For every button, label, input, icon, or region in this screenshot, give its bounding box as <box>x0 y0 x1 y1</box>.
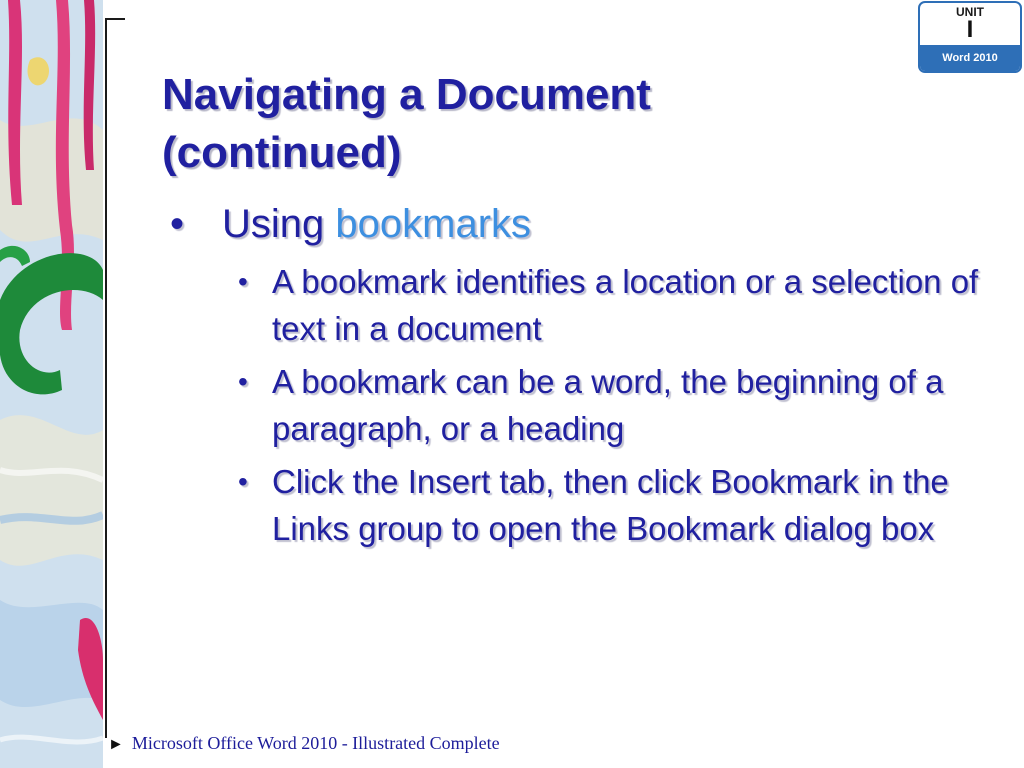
bullet-marker: • <box>238 366 248 397</box>
main-bullet <box>160 196 980 252</box>
sub-bullet <box>160 458 980 552</box>
unit-number: I <box>966 16 974 43</box>
sub-bullet-text: A bookmark can be a word, the beginning of a paragraph, or a heading <box>272 363 944 447</box>
sub-bullet <box>160 258 980 352</box>
slide-body <box>160 196 980 552</box>
product-label: Word 2010 <box>920 45 1020 71</box>
slide-title <box>162 66 862 182</box>
vertical-rule <box>105 18 107 738</box>
slide-footer <box>108 733 500 754</box>
corner-tick <box>105 18 125 20</box>
main-bullet-prefix: Using <box>222 202 336 246</box>
bullet-marker: • <box>238 466 248 497</box>
decorative-artwork <box>0 0 103 768</box>
title-line-1: Navigating a Document <box>162 70 651 119</box>
sub-bullet-text: A bookmark identifies a location or a selection of text in a document <box>272 263 979 347</box>
painted-art-image <box>0 0 103 768</box>
bullet-marker: • <box>238 266 248 297</box>
arrow-icon: ► <box>108 736 124 753</box>
footer-text: Microsoft Office Word 2010 - Illustrated Complete <box>131 733 500 753</box>
bullet-marker: • <box>170 202 185 246</box>
title-line-2: (continued) <box>162 128 402 177</box>
unit-label: UNIT <box>956 5 984 19</box>
sub-bullet <box>160 358 980 452</box>
sub-bullet-text: Click the Insert tab, then click Bookmark in the Links group to open the Bookmark dialog box <box>272 463 949 547</box>
unit-badge <box>918 1 1022 73</box>
main-bullet-highlight: bookmarks <box>335 202 532 246</box>
